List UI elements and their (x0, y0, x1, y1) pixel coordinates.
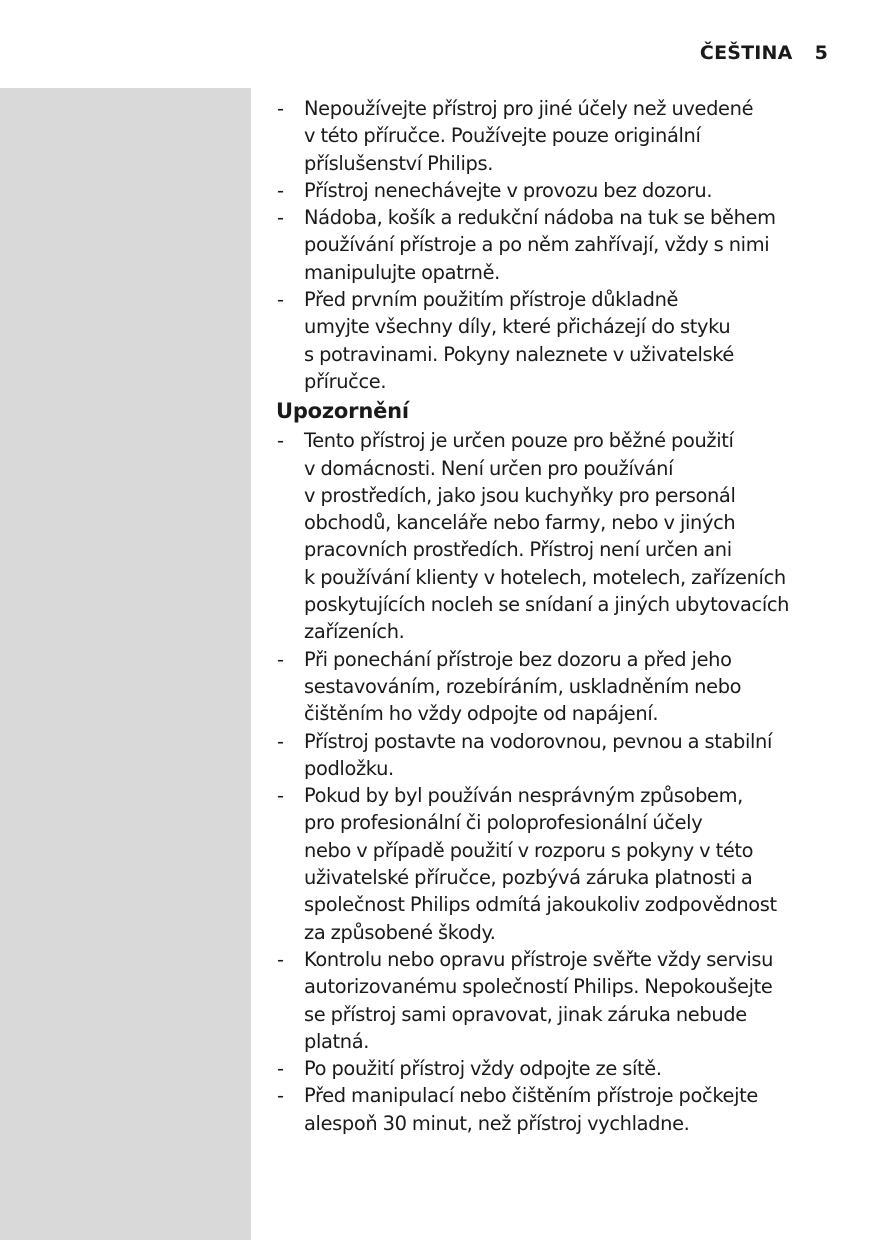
list-item-line: příručce. (304, 369, 387, 393)
list-item-line: Nádoba, košík a redukční nádoba na tuk se během (304, 206, 776, 230)
safety-list (276, 95, 836, 395)
list-item-line: používání přístroje a po něm zahřívají, vždy s nimi (304, 233, 770, 257)
caution-heading: Upozornění (276, 399, 409, 424)
list-item (276, 95, 836, 177)
list-item-line: podložku. (304, 756, 394, 780)
list-item-line: manipulujte opatrně. (304, 260, 500, 284)
list-item-line: v prostředích, jako jsou kuchyňky pro personál (304, 483, 736, 507)
bullet-dash: - (277, 947, 284, 971)
page-margin-band (0, 88, 251, 1240)
list-item-line: zařízeních. (304, 620, 405, 644)
list-item (276, 177, 836, 204)
bullet-dash: - (277, 97, 284, 120)
list-item-line: Tento přístroj je určen pouze pro běžné použití (304, 429, 734, 453)
bullet-dash: - (277, 1084, 284, 1108)
list-item-line: v domácnosti. Není určen pro používání (304, 456, 674, 480)
list-item-line: autorizovanému společností Philips. Nepokoušejte (304, 975, 773, 999)
list-item-line: Při ponechání přístroje bez dozoru a před jeho (304, 647, 732, 671)
list-item (276, 646, 836, 728)
list-item (276, 204, 836, 286)
bullet-dash: - (277, 1057, 284, 1081)
list-item-line: se přístroj sami opravovat, jinak záruka nebude (304, 1002, 747, 1026)
bullet-dash: - (277, 784, 284, 808)
list-item-line: Před manipulací nebo čištěním přístroje počkejte (304, 1084, 758, 1108)
list-item-line: alespoň 30 minut, než přístroj vychladne. (304, 1111, 690, 1135)
bullet-dash: - (277, 178, 284, 202)
section-title: ČEŠTINA (699, 42, 793, 64)
list-item-line: platná. (304, 1029, 370, 1053)
list-item-line: uživatelské příručce, pozbývá záruka platnosti a (304, 866, 753, 890)
list-item-line: Přístroj nenechávejte v provozu bez dozoru. (304, 178, 713, 202)
list-item-line: k používání klienty v hotelech, motelech, zařízeních (304, 565, 786, 589)
list-item (276, 782, 836, 946)
list-item-line: Po použití přístroj vždy odpojte ze sítě. (304, 1057, 662, 1081)
list-item (276, 427, 836, 645)
list-item-line: příslušenství Philips. (304, 151, 494, 175)
list-item-line: čištěním ho vždy odpojte od napájení. (304, 702, 659, 726)
list-item-line: poskytujících nocleh se snídaní a jiných ubytovacích (304, 593, 790, 617)
list-item-line: Před prvním použitím přístroje důkladně (304, 288, 679, 312)
list-item-line: sestavováním, rozebíráním, uskladněním nebo (304, 674, 742, 698)
list-item (276, 1055, 836, 1082)
list-item-line: pro profesionální či poloprofesionální účely (304, 811, 703, 835)
list-item-line: za způsobené škody. (304, 920, 496, 944)
list-item (276, 1082, 836, 1137)
list-item-line: v této příručce. Používejte pouze originální (304, 124, 701, 148)
bullet-dash: - (277, 288, 284, 312)
bullet-dash: - (277, 647, 284, 671)
list-item-line: pracovních prostředích. Přístroj není určen ani (304, 538, 732, 562)
list-item-line: Kontrolu nebo opravu přístroje svěřte vždy servisu (304, 947, 774, 971)
bullet-dash: - (277, 729, 284, 753)
page-content (276, 95, 836, 1137)
list-item (276, 946, 836, 1055)
bullet-dash: - (277, 206, 284, 230)
bullet-dash: - (277, 429, 284, 453)
list-item (276, 286, 836, 395)
list-item-line: Pokud by byl používán nesprávným způsobem, (304, 784, 743, 808)
caution-list (276, 427, 836, 1137)
list-item-line: obchodů, kanceláře nebo farmy, nebo v jiných (304, 511, 736, 535)
page-header (700, 42, 828, 64)
list-item-line: společnost Philips odmítá jakoukoliv zodpovědnost (304, 893, 777, 917)
page-number: 5 (814, 42, 828, 64)
list-item-line: Přístroj postavte na vodorovnou, pevnou a stabilní (304, 729, 773, 753)
list-item (276, 728, 836, 783)
list-item-line: Nepoužívejte přístroj pro jiné účely než uvedené (304, 97, 754, 120)
list-item-line: nebo v případě použití v rozporu s pokyny v této (304, 838, 754, 862)
list-item-line: umyjte všechny díly, které přicházejí do styku (304, 315, 731, 339)
list-item-line: s potravinami. Pokyny naleznete v uživatelské (304, 342, 735, 366)
